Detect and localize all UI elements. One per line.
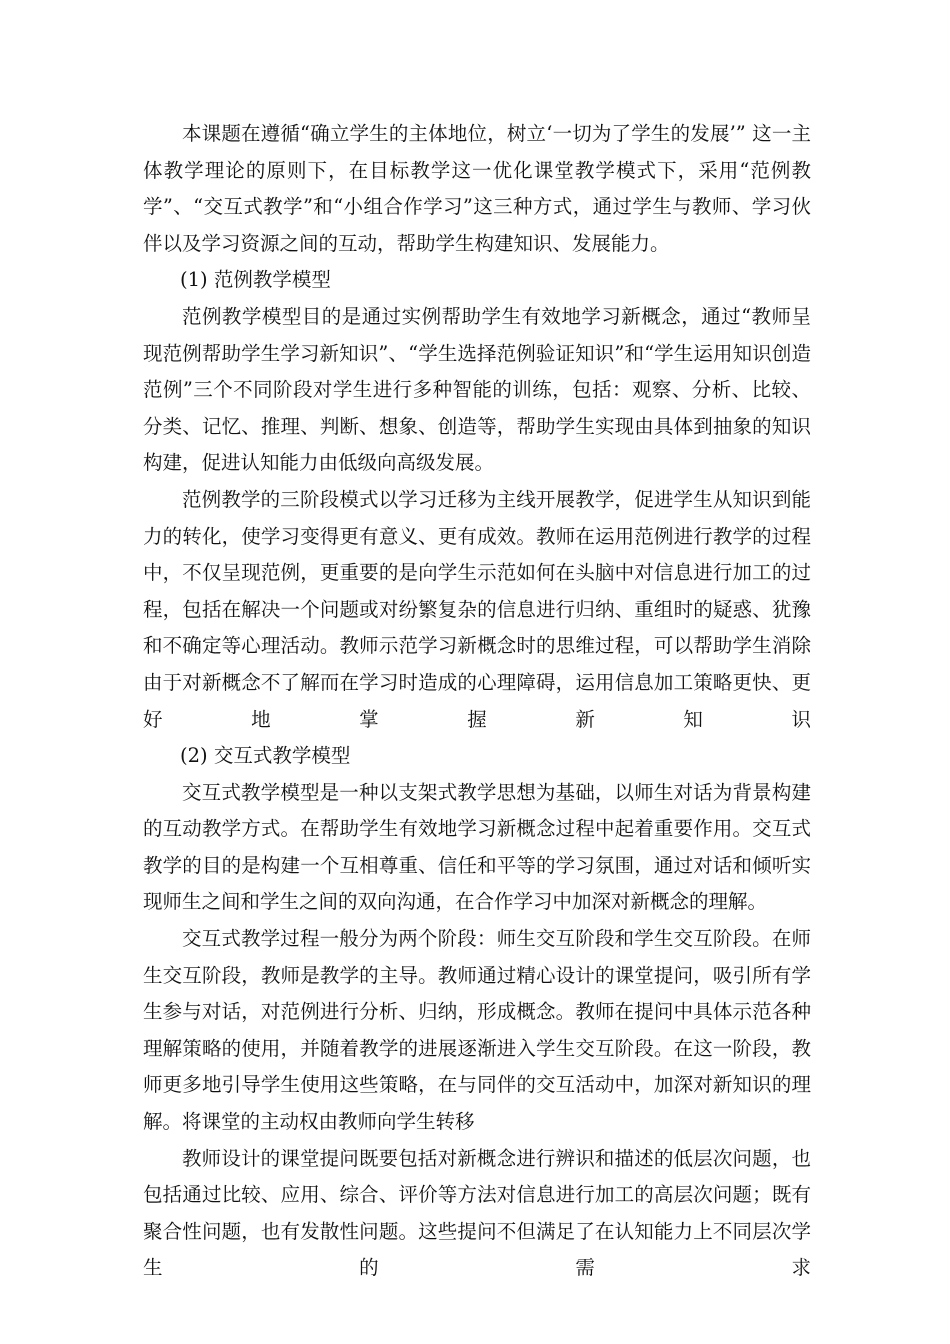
- paragraph-interactive-model-definition: 交互式教学模型是一种以支架式教学思想为基础，以师生对话为背景构建的互动教学方式。在帮助学生有效地学习新概念过程中起着重要作用。交互式教学的目的是构建一个互相尊重、信任和平等的学习氛围，通过对话和倾听实现师生之间和学生之间的双向沟通，在合作学习中加深对新概念的理解。: [143, 780, 811, 914]
- paragraph-example-three-stages: 范例教学的三阶段模式以学习迁移为主线开展教学，促进学生从知识到能力的转化，使学习变得更有意义、更有成效。教师在运用范例进行教学的过程中，不仅呈现范例，更重要的是向学生示范如何在头脑中对信息进行加工的过程，包括在解决一个问题或对纷繁复杂的信息进行归纳、重组时的疑惑、犹豫和不确定等心理活动。教师示范学习新概念时的思维过程，可以帮助学生消除由于对新概念不了解而在学习时造成的心理障碍，运用信息加工策略更快、更好地掌握新知识: [143, 487, 811, 731]
- paragraph-intro: 本课题在遵循“确立学生的主体地位，树立‘一切为了学生的发展’” 这一主体教学理论的原则下，在目标教学这一优化课堂教学模式下，采用“范例教学”、“交互式教学”和“小组合作学习”这三种方式，通过学生与教师、学习伙伴以及学习资源之间的互动，帮助学生构建知识、发展能力。: [143, 122, 811, 255]
- paragraph-interactive-process: 交互式教学过程一般分为两个阶段：师生交互阶段和学生交互阶段。在师生交互阶段，教师是教学的主导。教师通过精心设计的课堂提问，吸引所有学生参与对话，对范例进行分析、归纳，形成概念。教师在提问中具体示范各种理解策略的使用，并随着教学的进展逐渐进入学生交互阶段。在这一阶段，教师更多地引导学生使用这些策略，在与同伴的交互活动中，加深对新知识的理解。将课堂的主动权由教师向学生转移: [143, 927, 811, 1134]
- paragraph-classroom-questions: 教师设计的课堂提问既要包括对新概念进行辨识和描述的低层次问题，也包括通过比较、应用、综合、评价等方法对信息进行加工的高层次问题；既有聚合性问题，也有发散性问题。这些提问不但满足了在认知能力上不同层次学生的需求: [143, 1146, 811, 1280]
- document-body: [143, 116, 811, 1287]
- section-heading-interactive-teaching: (2) 交互式教学模型: [180, 744, 351, 768]
- section-heading-example-teaching: (1) 范例教学模型: [180, 268, 331, 292]
- paragraph-example-model-goal: 范例教学模型目的是通过实例帮助学生有效地学习新概念，通过“教师呈现范例帮助学生学习新知识”、“学生选择范例验证知识”和“学生运用知识创造范例”三个不同阶段对学生进行多种智能的训练，包括：观察、分析、比较、分类、记忆、推理、判断、想象、创造等，帮助学生实现由具体到抽象的知识构建，促进认知能力由低级向高级发展。: [143, 304, 811, 475]
